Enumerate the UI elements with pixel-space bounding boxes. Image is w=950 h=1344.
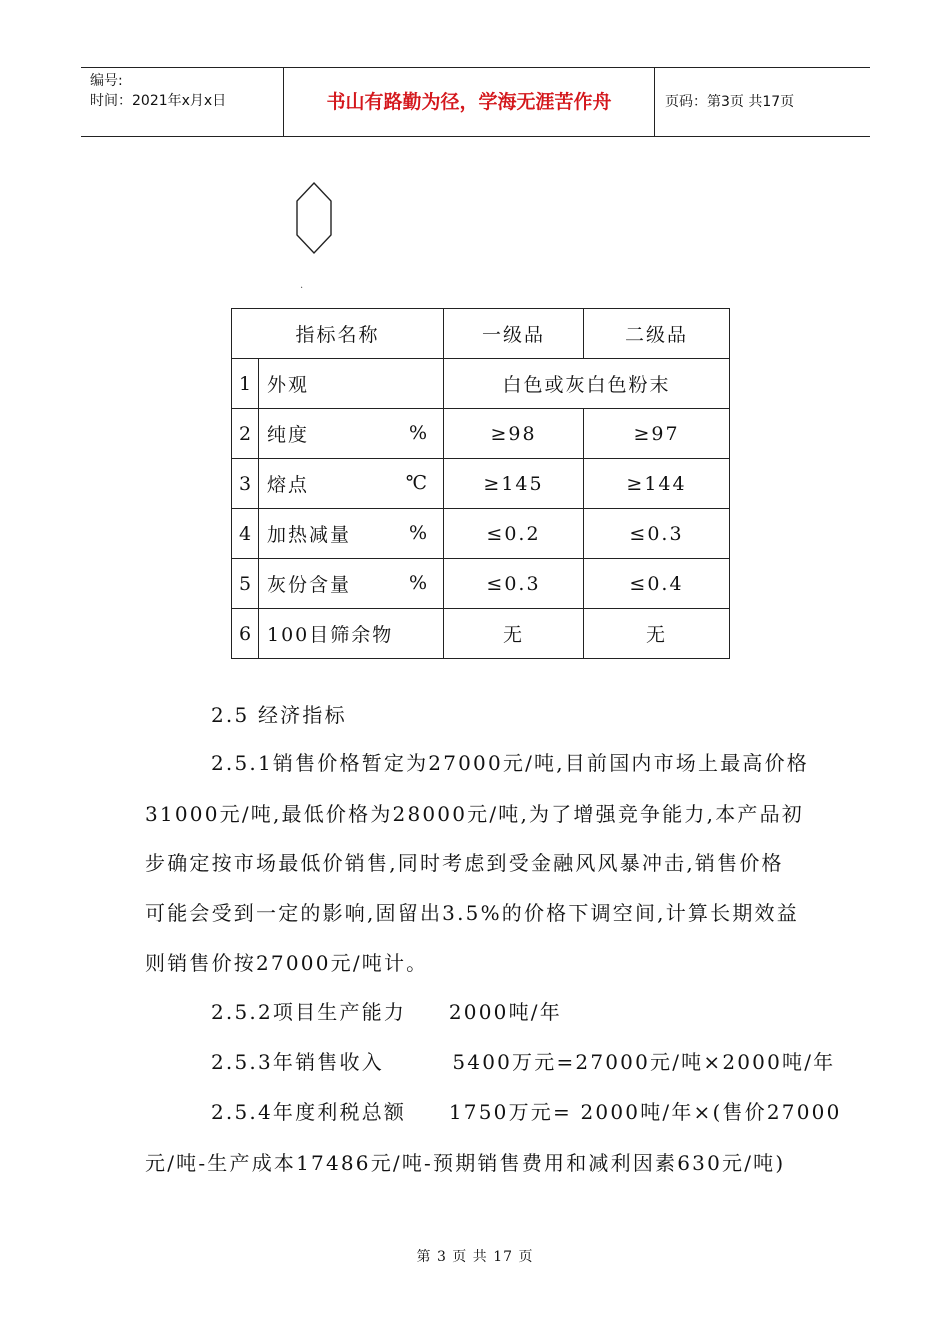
paragraph-line: 2.5.1销售价格暂定为27000元/吨,目前国内市场上最高价格	[211, 751, 810, 775]
row-grade-1: 无	[444, 609, 584, 659]
row-name	[259, 609, 444, 659]
row-name	[259, 509, 444, 559]
row-merged-value: 白色或灰白色粉末	[444, 359, 730, 409]
row-grade-1: ≥98	[444, 409, 584, 459]
header-indicator-name: 指标名称	[232, 309, 444, 359]
row-grade-1: ≤0.2	[444, 509, 584, 559]
page-footer: 第 3 页 共 17 页	[416, 1249, 534, 1265]
header-motto: 书山有路勤为径，学海无涯苦作舟	[284, 68, 655, 136]
row-name-text: 灰份含量	[267, 574, 352, 596]
table-header-row	[232, 309, 730, 359]
hexagon-ring-diagram	[296, 181, 336, 257]
row-unit: %	[408, 422, 429, 444]
row-name-text: 加热减量	[267, 524, 352, 546]
table-row	[232, 509, 730, 559]
table-row	[232, 459, 730, 509]
row-number: 1	[232, 359, 259, 409]
row-name	[259, 559, 444, 609]
paragraph-line: 可能会受到一定的影响,固留出3.5%的价格下调空间,计算长期效益	[145, 901, 799, 925]
row-number: 3	[232, 459, 259, 509]
row-grade-1: ≥145	[444, 459, 584, 509]
spec-table	[231, 308, 730, 659]
paragraph-production-capacity: 2.5.2项目生产能力 2000吨/年	[211, 1000, 562, 1024]
header-info-cell	[81, 68, 284, 136]
row-number: 6	[232, 609, 259, 659]
row-name-text: 熔点	[267, 474, 310, 496]
paragraph-line: 则销售价按27000元/吨计。	[145, 951, 429, 975]
row-number: 2	[232, 409, 259, 459]
row-number: 4	[232, 509, 259, 559]
paragraph-annual-revenue: 2.5.3年销售收入 5400万元=27000元/吨×2000吨/年	[211, 1050, 836, 1074]
row-name-text: 外观	[267, 374, 310, 396]
row-unit: %	[408, 572, 429, 594]
table-row	[232, 359, 730, 409]
row-grade-2: ≥144	[584, 459, 730, 509]
row-grade-2: 无	[584, 609, 730, 659]
stray-dot: .	[300, 280, 304, 291]
row-name	[259, 459, 444, 509]
row-name	[259, 359, 444, 409]
page-header	[81, 67, 870, 137]
row-number: 5	[232, 559, 259, 609]
row-name-text: 100目筛余物	[267, 624, 394, 646]
table-row	[232, 609, 730, 659]
row-grade-2: ≤0.3	[584, 509, 730, 559]
paragraph-line: 元/吨-生产成本17486元/吨-预期销售费用和减利因素630元/吨)	[145, 1151, 786, 1175]
paragraph-line: 步确定按市场最低价销售,同时考虑到受金融风风暴冲击,销售价格	[145, 851, 784, 875]
row-name-text: 纯度	[267, 424, 310, 446]
paragraph-line: 2.5.4年度利税总额 1750万元= 2000吨/年×(售价27000	[211, 1100, 842, 1124]
header-grade-2: 二级品	[584, 309, 730, 359]
table-row	[232, 409, 730, 459]
section-title: 2.5 经济指标	[211, 703, 347, 727]
number-label: 编号:	[90, 73, 123, 89]
row-grade-2: ≤0.4	[584, 559, 730, 609]
row-grade-2: ≥97	[584, 409, 730, 459]
paragraph-line: 31000元/吨,最低价格为28000元/吨,为了增强竞争能力,本产品初	[145, 802, 804, 826]
row-unit: ℃	[405, 472, 429, 494]
table-row	[232, 559, 730, 609]
row-grade-1: ≤0.3	[444, 559, 584, 609]
header-page-info: 页码：第3页 共17页	[665, 94, 795, 110]
row-unit: %	[408, 522, 429, 544]
header-grade-1: 一级品	[444, 309, 584, 359]
date-label: 时间：2021年x月x日	[90, 93, 227, 109]
row-name	[259, 409, 444, 459]
